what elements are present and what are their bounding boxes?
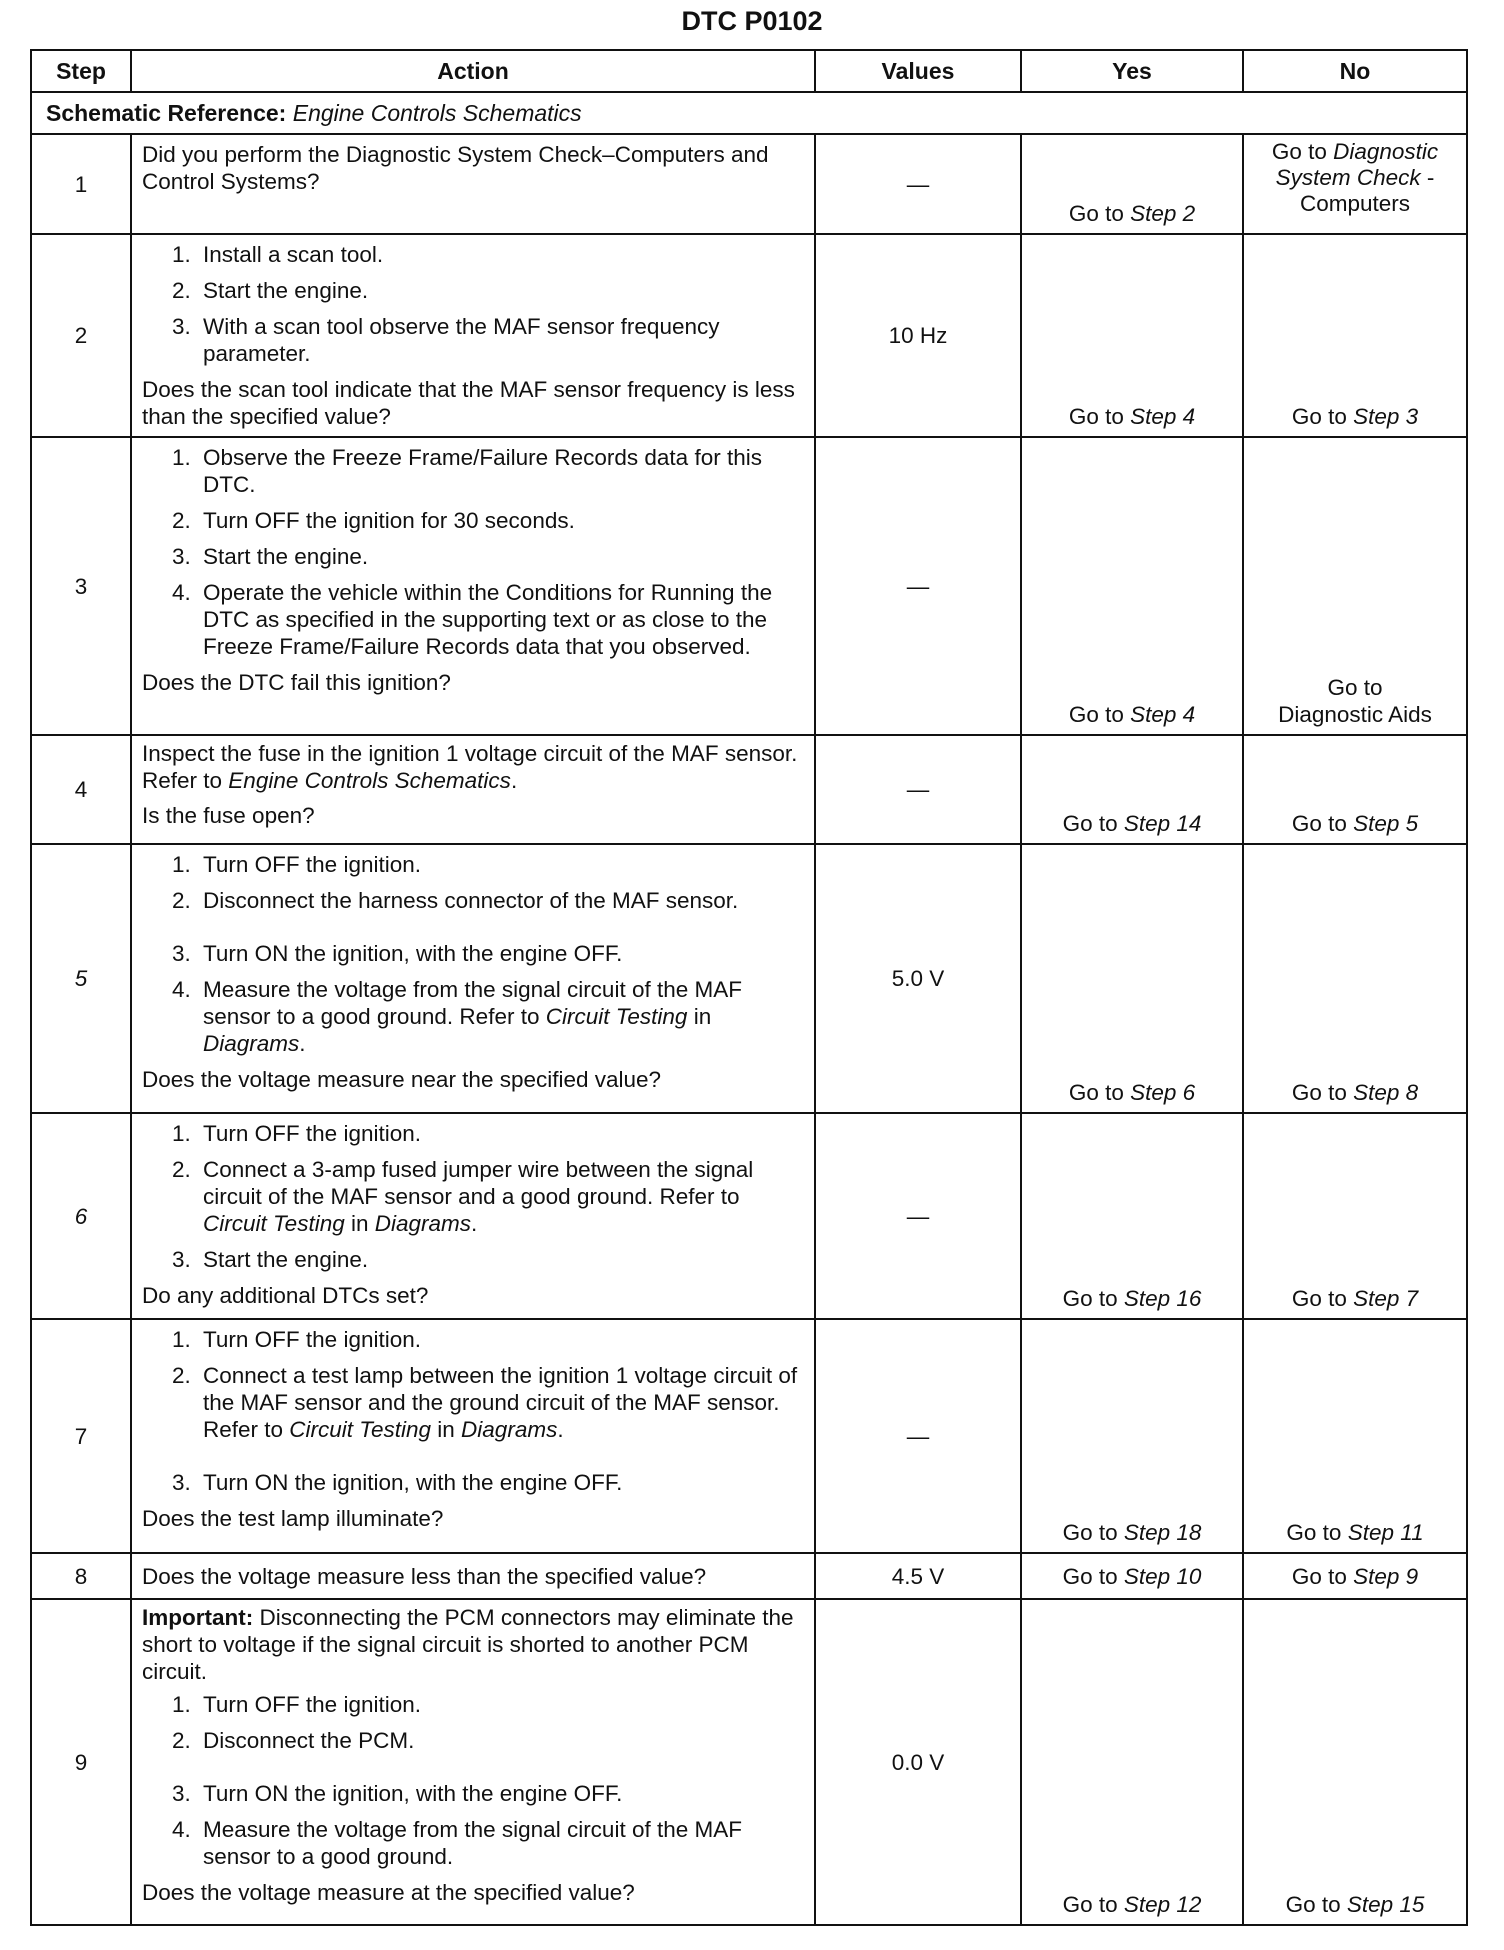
step-row-7 xyxy=(31,1319,1467,1553)
step-number: 9 xyxy=(31,1599,131,1925)
yes-answer: Go to Step 18 xyxy=(1021,1319,1243,1553)
header-action: Action xyxy=(131,50,815,92)
schematic-ref: Engine Controls Schematics xyxy=(292,99,582,126)
step-instructions: 1. Install a scan tool. 2. Start the engine. 3. With a scan tool observe the MAF sensor frequency parameter. xyxy=(142,241,804,367)
step-value: — xyxy=(815,1319,1021,1553)
step-value: 10 Hz xyxy=(815,234,1021,437)
step-instructions: 1. Turn OFF the ignition. 2. Disconnect the harness connector of the MAF sensor. 3. Turn ON the ignition, with the engine OFF. 4. Measure the voltage from the signal circuit of the MAF sensor to a good ground. Refer to Circuit Testing in Diagrams. xyxy=(142,851,804,1057)
yes-answer: Go to Step 12 xyxy=(1021,1599,1243,1925)
step-number: 2 xyxy=(31,234,131,437)
header-no: No xyxy=(1243,50,1467,92)
header-values: Values xyxy=(815,50,1021,92)
yes-answer: Go to Step 14 xyxy=(1021,735,1243,844)
step-number: 3 xyxy=(31,437,131,735)
yes-answer: Go to Step 10 xyxy=(1021,1553,1243,1599)
step-row-2 xyxy=(31,234,1467,437)
yes-answer: Go to Step 16 xyxy=(1021,1113,1243,1319)
important-note: Important: Disconnecting the PCM connectors may eliminate the short to voltage if the signal circuit is shorted to another PCM circuit. xyxy=(142,1605,794,1684)
step-row-9 xyxy=(31,1599,1467,1925)
no-answer: Go to Step 3 xyxy=(1243,234,1467,437)
no-answer: Go to Step 5 xyxy=(1243,735,1467,844)
step-number: 7 xyxy=(31,1319,131,1553)
yes-answer: Go to Step 2 xyxy=(1021,134,1243,234)
step-row-5 xyxy=(31,844,1467,1113)
step-row-8 xyxy=(31,1553,1467,1599)
step-question: Does the test lamp illuminate? xyxy=(142,1506,444,1531)
step-question: Does the scan tool indicate that the MAF sensor frequency is less than the specified value? xyxy=(142,377,795,429)
step-instructions: 1. Observe the Freeze Frame/Failure Records data for this DTC. 2. Turn OFF the ignition for 30 seconds. 3. Start the engine. 4. Operate the vehicle within the Conditions for Running the DTC as specified in the supporting text or as close to the Freeze Frame/Failure Records data that you observed. xyxy=(142,444,804,660)
header-row xyxy=(31,50,1467,92)
step-question: Does the voltage measure at the specified value? xyxy=(142,1880,635,1905)
header-yes: Yes xyxy=(1021,50,1243,92)
step-question: Is the fuse open? xyxy=(142,803,315,828)
yes-answer: Go to Step 4 xyxy=(1021,437,1243,735)
step-number: 5 xyxy=(31,844,131,1113)
step-question: Did you perform the Diagnostic System Check–Computers and Control Systems? xyxy=(142,142,769,194)
yes-answer: Go to Step 4 xyxy=(1021,234,1243,437)
step-row-6 xyxy=(31,1113,1467,1319)
step-number: 6 xyxy=(31,1113,131,1319)
step-instructions: 1. Turn OFF the ignition. 2. Connect a 3-amp fused jumper wire between the signal circuit of the MAF sensor and a good ground. Refer to Circuit Testing in Diagrams. 3. Start the engine. xyxy=(142,1120,804,1273)
schematic-reference-row xyxy=(31,92,1467,134)
step-value: 5.0 V xyxy=(815,844,1021,1113)
step-row-4 xyxy=(31,735,1467,844)
step-question: Does the voltage measure near the specified value? xyxy=(142,1067,662,1092)
no-answer: Go to Diagnostic System Check - Computers xyxy=(1243,134,1467,234)
step-value: — xyxy=(815,1113,1021,1319)
step-instruction: Inspect the fuse in the ignition 1 voltage circuit of the MAF sensor. Refer to Engine Controls Schematics. xyxy=(142,741,798,793)
step-question: Does the DTC fail this ignition? xyxy=(142,670,451,695)
no-answer: Go to Step 11 xyxy=(1243,1319,1467,1553)
step-value: — xyxy=(815,735,1021,844)
no-answer: Go to Step 9 xyxy=(1243,1553,1467,1599)
step-value: 0.0 V xyxy=(815,1599,1021,1925)
step-value: — xyxy=(815,134,1021,234)
header-step: Step xyxy=(31,50,131,92)
diagnostic-table xyxy=(30,49,1468,1926)
schematic-label: Schematic Reference: xyxy=(46,99,287,126)
step-value: — xyxy=(815,437,1021,735)
step-question: Does the voltage measure less than the specified value? xyxy=(131,1553,815,1599)
no-answer: Go to Step 7 xyxy=(1243,1113,1467,1319)
step-instructions: 1. Turn OFF the ignition. 2. Disconnect the PCM. 3. Turn ON the ignition, with the engine OFF. 4. Measure the voltage from the signal circuit of the MAF sensor to a good ground. xyxy=(142,1691,804,1870)
no-answer: Go to Step 15 xyxy=(1243,1599,1467,1925)
step-row-1 xyxy=(31,134,1467,234)
step-question: Do any additional DTCs set? xyxy=(142,1283,429,1308)
step-row-3 xyxy=(31,437,1467,735)
step-number: 1 xyxy=(31,134,131,234)
step-value: 4.5 V xyxy=(815,1553,1021,1599)
page-title: DTC P0102 xyxy=(681,6,823,36)
no-answer: Go to Diagnostic Aids xyxy=(1243,437,1467,735)
step-number: 4 xyxy=(31,735,131,844)
step-number: 8 xyxy=(31,1553,131,1599)
no-answer: Go to Step 8 xyxy=(1243,844,1467,1113)
step-instructions: 1. Turn OFF the ignition. 2. Connect a test lamp between the ignition 1 voltage circuit of the MAF sensor and the ground circuit of the MAF sensor. Refer to Circuit Testing in Diagrams. 3. Turn ON the ignition, with the engine OFF. xyxy=(142,1326,804,1496)
yes-answer: Go to Step 6 xyxy=(1021,844,1243,1113)
